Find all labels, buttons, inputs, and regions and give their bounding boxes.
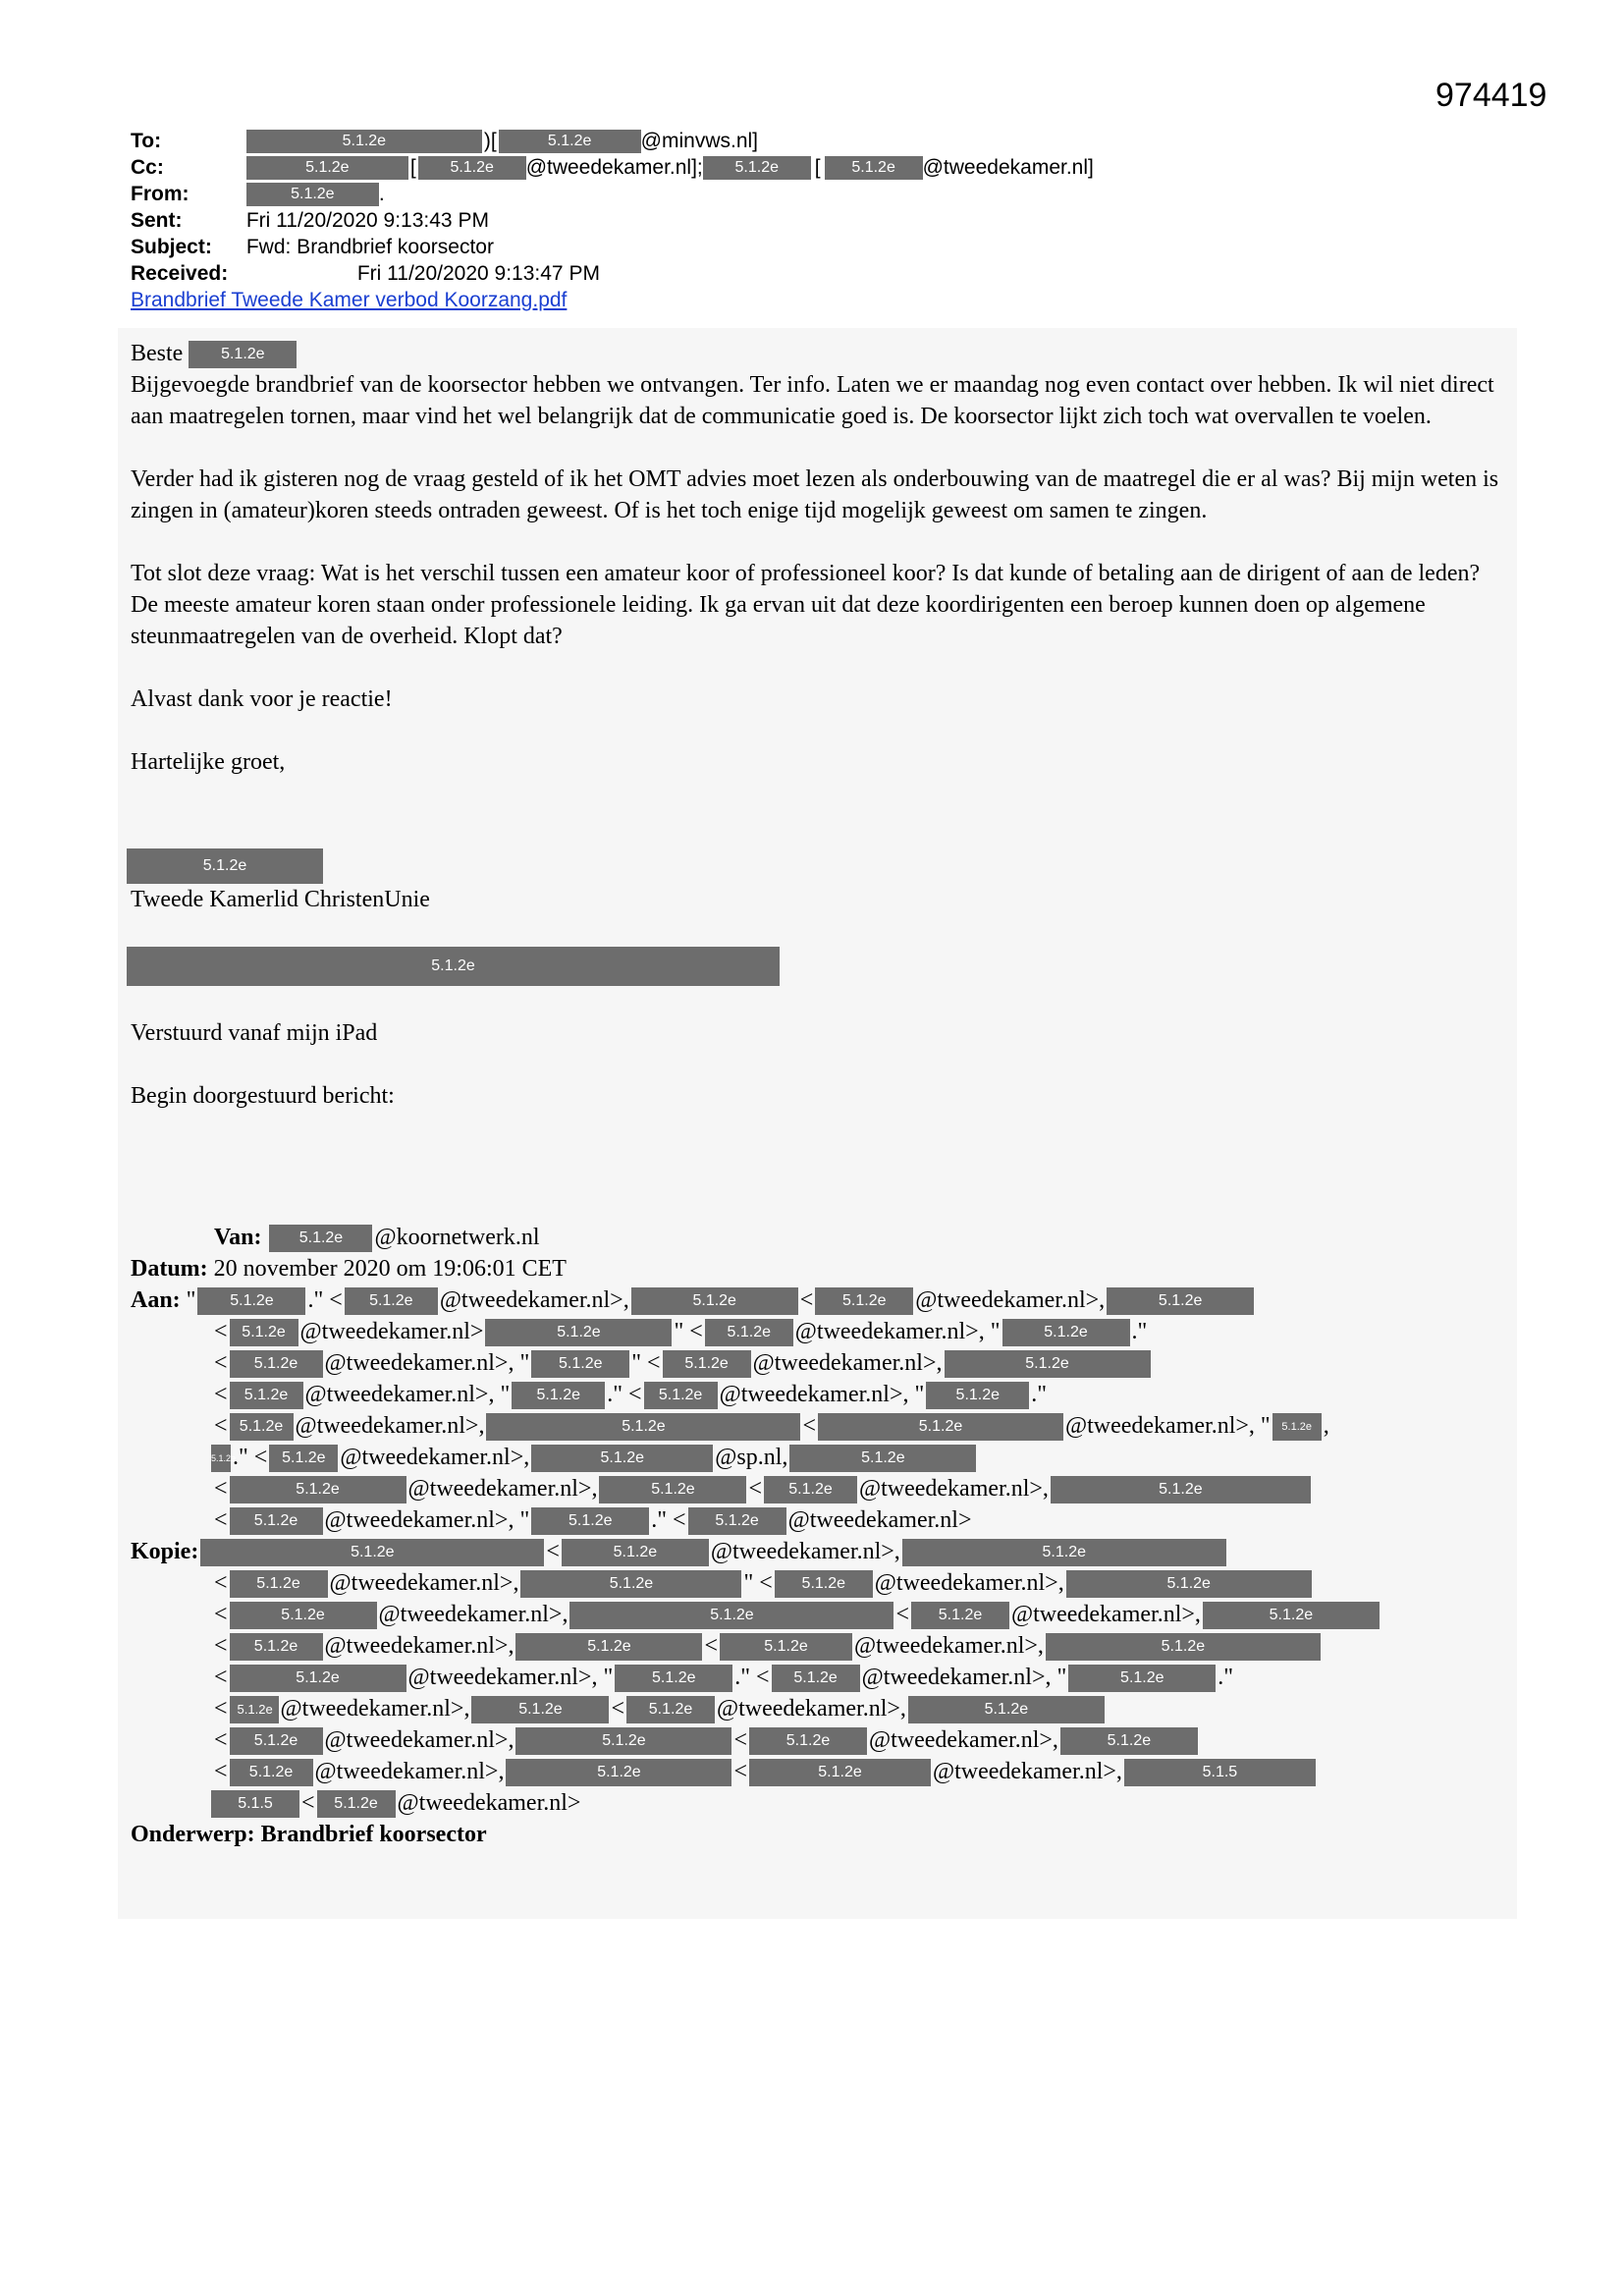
email-domain: @tweedekamer.nl>, bbox=[794, 1319, 985, 1344]
sent-from: Verstuurd vanaf mijn iPad bbox=[131, 1020, 378, 1046]
redaction: 5.1.2e bbox=[626, 1696, 715, 1723]
cc-domain-2: @tweedekamer.nl] bbox=[922, 156, 1094, 179]
email-domain: @tweedekamer.nl>, bbox=[439, 1287, 629, 1313]
from-row: From: 5.1.2e . bbox=[131, 183, 385, 205]
redaction: 5.1.2e bbox=[1068, 1665, 1216, 1692]
redaction: 5.1.2e bbox=[1046, 1633, 1321, 1661]
redaction: 5.1.2e bbox=[663, 1350, 751, 1378]
redaction: 5.1.2e bbox=[772, 1665, 860, 1692]
redaction: 5.1.2e bbox=[230, 1319, 298, 1346]
redaction: 5.1.2e bbox=[644, 1382, 718, 1409]
aan-line-2: < 5.1.2e @tweedekamer.nl> 5.1.2e " < 5.1.2e @tweedekamer.nl>, " 5.1.2e ." bbox=[131, 1316, 1505, 1347]
redaction: 5.1.2e bbox=[197, 1287, 305, 1315]
redaction: 5.1.2e bbox=[230, 1507, 323, 1535]
redaction: 5.1.2e bbox=[926, 1382, 1029, 1409]
van-domain: @koornetwerk.nl bbox=[374, 1225, 540, 1250]
paragraph-4: Alvast dank voor je reactie! bbox=[131, 686, 393, 712]
email-domain: @tweedekamer.nl>, bbox=[340, 1445, 530, 1470]
redaction: 5.1.2e bbox=[815, 1287, 913, 1315]
aan-label: Aan: bbox=[131, 1287, 181, 1313]
email-domain: @tweedekamer.nl>, bbox=[719, 1382, 909, 1407]
onderwerp-value: Brandbrief koorsector bbox=[260, 1822, 487, 1847]
redaction: 5.1.2e bbox=[269, 1225, 372, 1252]
redaction: 5.1.2e bbox=[720, 1633, 852, 1661]
email-domain: @tweedekamer.nl>, bbox=[324, 1507, 514, 1533]
email-domain: @tweedekamer.nl>, bbox=[1011, 1602, 1201, 1627]
redaction: 5.1.2e bbox=[230, 1413, 294, 1441]
redaction: 5.1.2e bbox=[230, 1665, 406, 1692]
email-domain: @tweedekamer.nl>, bbox=[314, 1759, 505, 1784]
redaction: 5.1.2e bbox=[418, 156, 526, 180]
redaction: 5.1.2e bbox=[599, 1476, 746, 1503]
message-text bbox=[131, 338, 1505, 1143]
email-domain: @tweedekamer.nl>, bbox=[854, 1633, 1044, 1659]
redaction: 5.1.2e bbox=[230, 1696, 279, 1723]
forwarded-header bbox=[131, 1222, 1505, 1850]
redaction: 5.1.2e bbox=[230, 1382, 303, 1409]
sent-label: Sent: bbox=[131, 209, 183, 232]
paragraph-1: Bijgevoegde brandbrief van de koorsector hebben we ontvangen. Ter info. Laten we er maandag nog even contact over hebben. Ik wil niet direct aan maatregelen tornen, maar vind het wel belangrijk dat de communicatie goed is. De koorsector lijkt zich toch wat overvallen te voelen. bbox=[131, 372, 1494, 429]
to-label: To: bbox=[131, 130, 162, 152]
kopie-line-7: < 5.1.2e @tweedekamer.nl>, 5.1.2e < 5.1.2e @tweedekamer.nl>, 5.1.2e bbox=[131, 1724, 1505, 1756]
kopie-line-3: < 5.1.2e @tweedekamer.nl>, 5.1.2e < 5.1.2e @tweedekamer.nl>, 5.1.2e bbox=[131, 1599, 1505, 1630]
redaction: 5.1.2e bbox=[515, 1727, 731, 1755]
redaction: 5.1.2e bbox=[688, 1507, 786, 1535]
aan-line-4: < 5.1.2e @tweedekamer.nl>, " 5.1.2e ." < 5.1.2e @tweedekamer.nl>, " 5.1.2e ." bbox=[131, 1379, 1505, 1410]
redaction: 5.1.2e bbox=[230, 1350, 323, 1378]
signature-name bbox=[131, 848, 1505, 884]
kopie-line-4: < 5.1.2e @tweedekamer.nl>, 5.1.2e < 5.1.2e @tweedekamer.nl>, 5.1.2e bbox=[131, 1630, 1505, 1662]
subject-value: Fwd: Brandbrief koorsector bbox=[245, 236, 494, 258]
redaction: 5.1.2e bbox=[703, 156, 811, 180]
sent-value: Fri 11/20/2020 9:13:43 PM bbox=[245, 209, 489, 232]
aan-line-7: < 5.1.2e @tweedekamer.nl>, 5.1.2e < 5.1.2e @tweedekamer.nl>, 5.1.2e bbox=[131, 1473, 1505, 1504]
redaction: 5.1.2e bbox=[471, 1696, 609, 1723]
redaction: 5.1.2e bbox=[512, 1382, 605, 1409]
email-domain: @tweedekamer.nl>, bbox=[280, 1696, 470, 1722]
received-value: Fri 11/20/2020 9:13:47 PM bbox=[356, 262, 600, 285]
datum-line bbox=[131, 1253, 1505, 1285]
email-domain: @tweedekamer.nl>, bbox=[324, 1633, 514, 1659]
redaction: 5.1.2e bbox=[127, 848, 323, 884]
forward-intro: Begin doorgestuurd bericht: bbox=[131, 1083, 395, 1109]
redaction: 5.1.2e bbox=[200, 1539, 544, 1566]
datum-label: Datum: bbox=[131, 1256, 208, 1282]
redaction: 5.1.2e bbox=[631, 1287, 798, 1315]
email-domain: @tweedekamer.nl>, bbox=[933, 1759, 1122, 1784]
redaction: 5.1.2e bbox=[246, 183, 379, 206]
kopie-label: Kopie: bbox=[131, 1539, 199, 1564]
redaction: 5.1.2e bbox=[749, 1727, 867, 1755]
aan-line-6: 5.1.2e." < 5.1.2e @tweedekamer.nl>, 5.1.2e @sp.nl, 5.1.2e bbox=[131, 1442, 1505, 1473]
email-domain: @tweedekamer.nl>, bbox=[329, 1570, 519, 1596]
redaction: 5.1.2e bbox=[230, 1727, 323, 1755]
received-label: Received: bbox=[131, 262, 229, 285]
redaction: 5.1.2e bbox=[127, 947, 780, 986]
redaction: 5.1.2e bbox=[211, 1445, 231, 1472]
redaction: 5.1.2e bbox=[515, 1633, 702, 1661]
redaction: 5.1.2e bbox=[531, 1507, 649, 1535]
redaction: 5.1.2e bbox=[531, 1350, 629, 1378]
redaction: 5.1.2e bbox=[246, 130, 482, 153]
redaction: 5.1.2e bbox=[246, 156, 408, 180]
redaction: 5.1.2e bbox=[902, 1539, 1226, 1566]
redaction: 5.1.2e bbox=[749, 1759, 931, 1786]
redaction: 5.1.2e bbox=[1203, 1602, 1380, 1629]
cc-domain-1: @tweedekamer.nl]; bbox=[525, 156, 703, 179]
paragraph-3: Tot slot deze vraag: Wat is het verschil tussen een amateur koor of professioneel koor? Is dat kunde of betaling aan de dirigent of aan de leden? De meeste amateur koren staan onder professionele leiding. Ik ga ervan uit dat deze koordirigenten een beroep kunnen doen op algemene steunmaatregelen van de overheid. Klopt dat? bbox=[131, 561, 1481, 649]
redaction: 5.1.2e bbox=[764, 1476, 857, 1503]
redaction: 5.1.2e bbox=[506, 1759, 731, 1786]
email-domain: @tweedekamer.nl>, bbox=[324, 1727, 514, 1753]
kopie-line-5: < 5.1.2e @tweedekamer.nl>, " 5.1.2e ." < 5.1.2e @tweedekamer.nl>, " 5.1.2e ." bbox=[131, 1662, 1505, 1693]
email-domain: @tweedekamer.nl>, bbox=[717, 1696, 906, 1722]
redaction: 5.1.2e bbox=[520, 1570, 741, 1598]
email-domain: @tweedekamer.nl>, bbox=[869, 1727, 1058, 1753]
kopie-line-1: Kopie: 5.1.2e < 5.1.2e @tweedekamer.nl>, 5.1.2e bbox=[131, 1536, 1505, 1567]
from-label: From: bbox=[131, 183, 189, 205]
email-domain: @tweedekamer.nl> bbox=[299, 1319, 484, 1344]
greeting: Beste bbox=[131, 341, 184, 366]
redaction: 5.1.5 bbox=[1124, 1759, 1316, 1786]
aan-line-3: < 5.1.2e @tweedekamer.nl>, " 5.1.2e " < 5.1.2e @tweedekamer.nl>, 5.1.2e bbox=[131, 1347, 1505, 1379]
redaction: 5.1.2e bbox=[1066, 1570, 1312, 1598]
redaction: 5.1.2e bbox=[945, 1350, 1151, 1378]
redaction: 5.1.2e bbox=[615, 1665, 732, 1692]
aan-line-8: < 5.1.2e @tweedekamer.nl>, " 5.1.2e ." < 5.1.2e @tweedekamer.nl> bbox=[131, 1504, 1505, 1536]
aan-line-1: Aan: " 5.1.2e ." < 5.1.2e @tweedekamer.nl>, 5.1.2e < 5.1.2e @tweedekamer.nl>, 5.1.2e bbox=[131, 1285, 1505, 1316]
greeting-line bbox=[131, 338, 1505, 369]
email-domain: @tweedekamer.nl> bbox=[397, 1790, 581, 1816]
redaction: 5.1.2e bbox=[569, 1602, 893, 1629]
redaction: 5.1.2e bbox=[1272, 1413, 1322, 1441]
paragraph-2: Verder had ik gisteren nog de vraag gesteld of ik het OMT advies moet lezen als onderbouwing van de maatregel die er al was? Bij mijn weten is zingen in (amateur)koren steeds ontraden geweest. Of is het toch enige tijd mogelijk geweest om samen te zingen. bbox=[131, 466, 1499, 523]
email-header bbox=[131, 128, 1094, 313]
email-domain: @tweedekamer.nl>, bbox=[295, 1413, 485, 1439]
email-domain: @tweedekamer.nl>, bbox=[861, 1665, 1052, 1690]
kopie-line-9: 5.1.5 < 5.1.2e @tweedekamer.nl> bbox=[131, 1787, 1505, 1819]
redaction: 5.1.2e bbox=[911, 1602, 1009, 1629]
redaction: 5.1.5 bbox=[211, 1790, 299, 1818]
kopie-line-2: < 5.1.2e @tweedekamer.nl>, 5.1.2e " < 5.1.2e @tweedekamer.nl>, 5.1.2e bbox=[131, 1567, 1505, 1599]
redaction: 5.1.2e bbox=[345, 1287, 438, 1315]
kopie-line-8: < 5.1.2e @tweedekamer.nl>, 5.1.2e < 5.1.2e @tweedekamer.nl>, 5.1.5 bbox=[131, 1756, 1505, 1787]
document-number: 974419 bbox=[1435, 77, 1547, 114]
message-body bbox=[0, 328, 1624, 1919]
redaction: 5.1.2e bbox=[705, 1319, 793, 1346]
email-domain: @tweedekamer.nl>, bbox=[710, 1539, 900, 1564]
van-line bbox=[131, 1222, 1505, 1253]
email-domain: @tweedekamer.nl>, bbox=[874, 1570, 1064, 1596]
redaction: 5.1.2e bbox=[230, 1633, 323, 1661]
email-domain: @tweedekamer.nl>, bbox=[915, 1287, 1106, 1313]
redaction: 5.1.2e bbox=[499, 130, 641, 153]
redaction: 5.1.2e bbox=[317, 1790, 396, 1818]
redaction: 5.1.2e bbox=[230, 1476, 406, 1503]
redaction: 5.1.2e bbox=[818, 1413, 1063, 1441]
attachment-row bbox=[131, 287, 1094, 313]
redaction: 5.1.2e bbox=[230, 1759, 313, 1786]
redaction: 5.1.2e bbox=[485, 1319, 672, 1346]
redaction: 5.1.2e bbox=[1060, 1727, 1198, 1755]
email-domain: @tweedekamer.nl>, bbox=[1065, 1413, 1255, 1439]
redaction: 5.1.2e bbox=[189, 341, 297, 368]
redaction: 5.1.2e bbox=[775, 1570, 873, 1598]
redaction: 5.1.2e bbox=[531, 1445, 713, 1472]
subject-label: Subject: bbox=[131, 236, 212, 258]
to-row: To: 5.1.2e )[ 5.1.2e @minvws.nl] bbox=[131, 130, 759, 152]
cc-row: Cc: 5.1.2e [ 5.1.2e @tweedekamer.nl]; 5.1.2e [ 5.1.2e @tweedekamer.nl] bbox=[131, 156, 1094, 179]
redaction: 5.1.2e bbox=[1002, 1319, 1130, 1346]
subject-row bbox=[131, 234, 1094, 260]
cc-label: Cc: bbox=[131, 156, 164, 179]
redaction: 5.1.2e bbox=[825, 156, 923, 180]
redaction: 5.1.2e bbox=[1051, 1476, 1311, 1503]
redaction: 5.1.2e bbox=[908, 1696, 1105, 1723]
email-domain: @tweedekamer.nl>, bbox=[407, 1665, 598, 1690]
signature-contact bbox=[131, 947, 1505, 986]
attachment-link[interactable]: Brandbrief Tweede Kamer verbod Koorzang.pdf bbox=[131, 289, 568, 311]
aan-line-5: < 5.1.2e @tweedekamer.nl>, 5.1.2e < 5.1.2e @tweedekamer.nl>, " 5.1.2e , bbox=[131, 1410, 1505, 1442]
email-domain: @tweedekamer.nl> bbox=[787, 1507, 972, 1533]
email-domain: @tweedekamer.nl>, bbox=[378, 1602, 568, 1627]
redaction: 5.1.2e bbox=[230, 1570, 328, 1598]
closing: Hartelijke groet, bbox=[131, 749, 286, 775]
datum-value: 20 november 2020 om 19:06:01 CET bbox=[213, 1256, 567, 1282]
email-domain: @sp.nl, bbox=[715, 1445, 788, 1470]
email-domain: @tweedekamer.nl>, bbox=[752, 1350, 943, 1376]
email-domain: @tweedekamer.nl>, bbox=[324, 1350, 514, 1376]
onderwerp-label: Onderwerp: bbox=[131, 1822, 255, 1847]
email-domain: @tweedekamer.nl>, bbox=[407, 1476, 598, 1502]
kopie-line-6: < 5.1.2e @tweedekamer.nl>, 5.1.2e < 5.1.2e @tweedekamer.nl>, 5.1.2e bbox=[131, 1693, 1505, 1724]
redaction: 5.1.2e bbox=[789, 1445, 976, 1472]
redaction: 5.1.2e bbox=[230, 1602, 377, 1629]
email-domain: @tweedekamer.nl>, bbox=[859, 1476, 1049, 1502]
signature-title: Tweede Kamerlid ChristenUnie bbox=[131, 887, 430, 912]
van-label: Van: bbox=[214, 1225, 262, 1250]
redaction: 5.1.2e bbox=[1107, 1287, 1254, 1315]
to-domain: @minvws.nl] bbox=[640, 130, 759, 152]
onderwerp-line bbox=[131, 1819, 1505, 1850]
email-domain: @tweedekamer.nl>, bbox=[304, 1382, 495, 1407]
redaction: 5.1.2e bbox=[269, 1445, 338, 1472]
sent-row bbox=[131, 207, 1094, 234]
received-row bbox=[131, 260, 1094, 287]
redaction: 5.1.2e bbox=[562, 1539, 709, 1566]
redaction: 5.1.2e bbox=[486, 1413, 800, 1441]
